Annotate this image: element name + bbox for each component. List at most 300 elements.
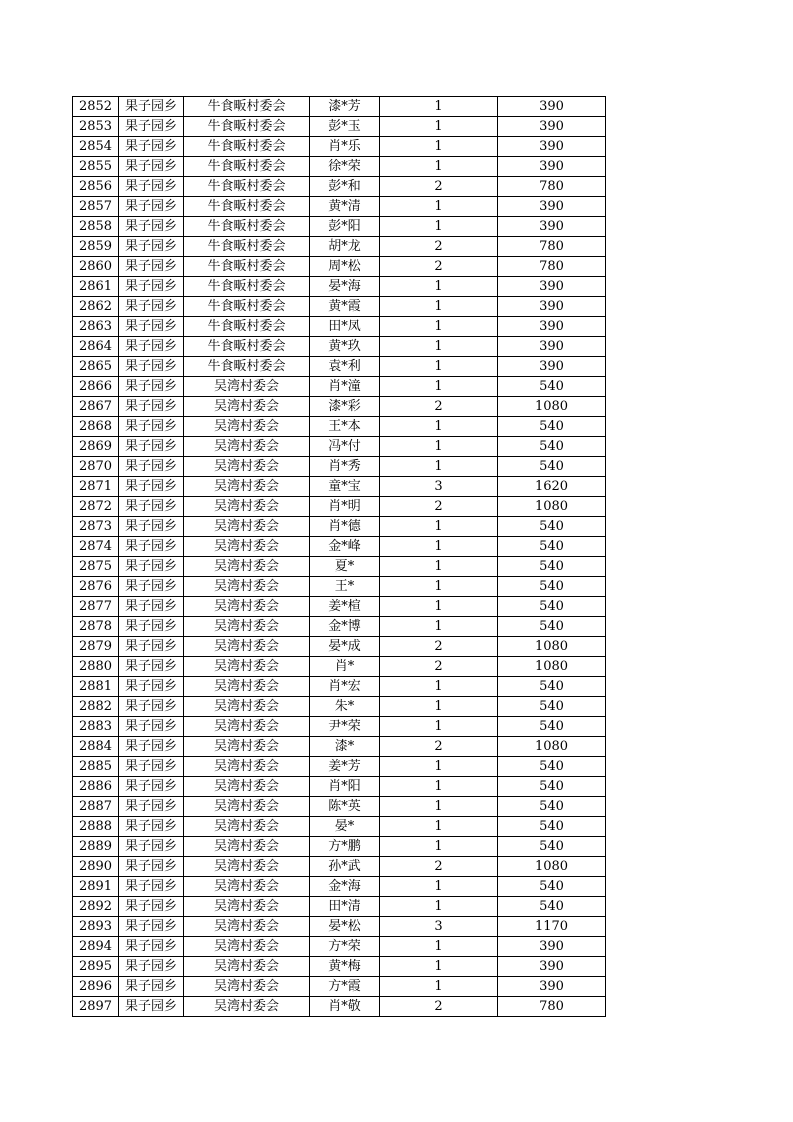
- township-cell: 果子园乡: [119, 757, 184, 777]
- name-cell: 姜*芳: [310, 757, 380, 777]
- name-cell: 童*宝: [310, 477, 380, 497]
- township-cell: 果子园乡: [119, 817, 184, 837]
- amount-cell: 540: [498, 777, 606, 797]
- name-cell: 田*凤: [310, 317, 380, 337]
- row-number-cell: 2872: [73, 497, 119, 517]
- count-cell: 1: [380, 297, 498, 317]
- table-row: [73, 397, 606, 417]
- township-cell: 果子园乡: [119, 397, 184, 417]
- village-committee-cell: 牛食畈村委会: [184, 317, 310, 337]
- table-row: [73, 937, 606, 957]
- township-cell: 果子园乡: [119, 637, 184, 657]
- name-cell: 黄*梅: [310, 957, 380, 977]
- amount-cell: 540: [498, 557, 606, 577]
- name-cell: 王*: [310, 577, 380, 597]
- township-cell: 果子园乡: [119, 137, 184, 157]
- amount-cell: 390: [498, 957, 606, 977]
- table-row: [73, 297, 606, 317]
- amount-cell: 540: [498, 697, 606, 717]
- row-number-cell: 2853: [73, 117, 119, 137]
- amount-cell: 1080: [498, 737, 606, 757]
- amount-cell: 1080: [498, 637, 606, 657]
- count-cell: 1: [380, 197, 498, 217]
- name-cell: 夏*: [310, 557, 380, 577]
- name-cell: 晏*海: [310, 277, 380, 297]
- table-row: [73, 757, 606, 777]
- amount-cell: 540: [498, 417, 606, 437]
- count-cell: 1: [380, 617, 498, 637]
- village-committee-cell: 吴湾村委会: [184, 377, 310, 397]
- township-cell: 果子园乡: [119, 617, 184, 637]
- row-number-cell: 2882: [73, 697, 119, 717]
- table-row: [73, 197, 606, 217]
- count-cell: 1: [380, 117, 498, 137]
- count-cell: 1: [380, 97, 498, 117]
- village-committee-cell: 牛食畈村委会: [184, 157, 310, 177]
- name-cell: 陈*英: [310, 797, 380, 817]
- table-row: [73, 797, 606, 817]
- township-cell: 果子园乡: [119, 717, 184, 737]
- name-cell: 黄*清: [310, 197, 380, 217]
- table-row: [73, 917, 606, 937]
- spreadsheet-page: [72, 96, 605, 1016]
- village-committee-cell: 吴湾村委会: [184, 557, 310, 577]
- table-row: [73, 597, 606, 617]
- count-cell: 2: [380, 497, 498, 517]
- count-cell: 1: [380, 337, 498, 357]
- township-cell: 果子园乡: [119, 357, 184, 377]
- table-row: [73, 257, 606, 277]
- township-cell: 果子园乡: [119, 177, 184, 197]
- name-cell: 袁*利: [310, 357, 380, 377]
- row-number-cell: 2885: [73, 757, 119, 777]
- amount-cell: 780: [498, 997, 606, 1017]
- row-number-cell: 2895: [73, 957, 119, 977]
- count-cell: 1: [380, 717, 498, 737]
- count-cell: 2: [380, 177, 498, 197]
- name-cell: 周*松: [310, 257, 380, 277]
- row-number-cell: 2863: [73, 317, 119, 337]
- township-cell: 果子园乡: [119, 597, 184, 617]
- table-body: [73, 97, 606, 1017]
- data-table: [72, 96, 606, 1017]
- count-cell: 1: [380, 437, 498, 457]
- township-cell: 果子园乡: [119, 957, 184, 977]
- table-row: [73, 877, 606, 897]
- township-cell: 果子园乡: [119, 197, 184, 217]
- amount-cell: 1080: [498, 857, 606, 877]
- row-number-cell: 2878: [73, 617, 119, 637]
- amount-cell: 540: [498, 757, 606, 777]
- village-committee-cell: 吴湾村委会: [184, 857, 310, 877]
- village-committee-cell: 牛食畈村委会: [184, 217, 310, 237]
- count-cell: 1: [380, 137, 498, 157]
- amount-cell: 540: [498, 617, 606, 637]
- township-cell: 果子园乡: [119, 997, 184, 1017]
- amount-cell: 540: [498, 717, 606, 737]
- township-cell: 果子园乡: [119, 417, 184, 437]
- count-cell: 1: [380, 877, 498, 897]
- amount-cell: 390: [498, 97, 606, 117]
- table-row: [73, 277, 606, 297]
- amount-cell: 390: [498, 277, 606, 297]
- amount-cell: 540: [498, 517, 606, 537]
- village-committee-cell: 吴湾村委会: [184, 757, 310, 777]
- count-cell: 1: [380, 217, 498, 237]
- count-cell: 1: [380, 517, 498, 537]
- township-cell: 果子园乡: [119, 797, 184, 817]
- village-committee-cell: 牛食畈村委会: [184, 197, 310, 217]
- row-number-cell: 2894: [73, 937, 119, 957]
- table-row: [73, 777, 606, 797]
- table-row: [73, 677, 606, 697]
- table-row: [73, 417, 606, 437]
- amount-cell: 390: [498, 337, 606, 357]
- amount-cell: 1170: [498, 917, 606, 937]
- name-cell: 肖*阳: [310, 777, 380, 797]
- name-cell: 晏*: [310, 817, 380, 837]
- count-cell: 1: [380, 157, 498, 177]
- amount-cell: 390: [498, 357, 606, 377]
- amount-cell: 540: [498, 597, 606, 617]
- count-cell: 1: [380, 597, 498, 617]
- count-cell: 1: [380, 697, 498, 717]
- village-committee-cell: 吴湾村委会: [184, 897, 310, 917]
- row-number-cell: 2864: [73, 337, 119, 357]
- township-cell: 果子园乡: [119, 257, 184, 277]
- row-number-cell: 2858: [73, 217, 119, 237]
- row-number-cell: 2861: [73, 277, 119, 297]
- row-number-cell: 2852: [73, 97, 119, 117]
- row-number-cell: 2873: [73, 517, 119, 537]
- row-number-cell: 2876: [73, 577, 119, 597]
- amount-cell: 540: [498, 877, 606, 897]
- count-cell: 1: [380, 837, 498, 857]
- table-row: [73, 437, 606, 457]
- table-row: [73, 177, 606, 197]
- village-committee-cell: 吴湾村委会: [184, 777, 310, 797]
- township-cell: 果子园乡: [119, 877, 184, 897]
- count-cell: 3: [380, 477, 498, 497]
- amount-cell: 390: [498, 937, 606, 957]
- count-cell: 2: [380, 397, 498, 417]
- table-row: [73, 357, 606, 377]
- row-number-cell: 2875: [73, 557, 119, 577]
- name-cell: 肖*德: [310, 517, 380, 537]
- count-cell: 1: [380, 377, 498, 397]
- amount-cell: 390: [498, 157, 606, 177]
- count-cell: 1: [380, 317, 498, 337]
- village-committee-cell: 吴湾村委会: [184, 877, 310, 897]
- amount-cell: 390: [498, 297, 606, 317]
- table-row: [73, 717, 606, 737]
- name-cell: 漆*芳: [310, 97, 380, 117]
- name-cell: 彭*玉: [310, 117, 380, 137]
- table-row: [73, 157, 606, 177]
- amount-cell: 1080: [498, 397, 606, 417]
- name-cell: 尹*荣: [310, 717, 380, 737]
- amount-cell: 390: [498, 117, 606, 137]
- village-committee-cell: 牛食畈村委会: [184, 237, 310, 257]
- amount-cell: 1080: [498, 657, 606, 677]
- table-row: [73, 237, 606, 257]
- amount-cell: 780: [498, 177, 606, 197]
- name-cell: 漆*彩: [310, 397, 380, 417]
- village-committee-cell: 吴湾村委会: [184, 717, 310, 737]
- amount-cell: 540: [498, 817, 606, 837]
- row-number-cell: 2854: [73, 137, 119, 157]
- row-number-cell: 2874: [73, 537, 119, 557]
- table-row: [73, 317, 606, 337]
- village-committee-cell: 牛食畈村委会: [184, 137, 310, 157]
- name-cell: 晏*成: [310, 637, 380, 657]
- name-cell: 漆*: [310, 737, 380, 757]
- township-cell: 果子园乡: [119, 917, 184, 937]
- village-committee-cell: 吴湾村委会: [184, 397, 310, 417]
- amount-cell: 540: [498, 537, 606, 557]
- table-row: [73, 737, 606, 757]
- name-cell: 冯*付: [310, 437, 380, 457]
- count-cell: 1: [380, 557, 498, 577]
- row-number-cell: 2884: [73, 737, 119, 757]
- row-number-cell: 2879: [73, 637, 119, 657]
- village-committee-cell: 吴湾村委会: [184, 417, 310, 437]
- row-number-cell: 2881: [73, 677, 119, 697]
- table-row: [73, 137, 606, 157]
- name-cell: 王*本: [310, 417, 380, 437]
- township-cell: 果子园乡: [119, 457, 184, 477]
- amount-cell: 390: [498, 977, 606, 997]
- name-cell: 肖*明: [310, 497, 380, 517]
- village-committee-cell: 牛食畈村委会: [184, 357, 310, 377]
- amount-cell: 390: [498, 137, 606, 157]
- township-cell: 果子园乡: [119, 377, 184, 397]
- table-row: [73, 477, 606, 497]
- village-committee-cell: 牛食畈村委会: [184, 97, 310, 117]
- table-row: [73, 697, 606, 717]
- row-number-cell: 2869: [73, 437, 119, 457]
- row-number-cell: 2880: [73, 657, 119, 677]
- village-committee-cell: 吴湾村委会: [184, 997, 310, 1017]
- row-number-cell: 2859: [73, 237, 119, 257]
- township-cell: 果子园乡: [119, 477, 184, 497]
- village-committee-cell: 吴湾村委会: [184, 937, 310, 957]
- village-committee-cell: 吴湾村委会: [184, 477, 310, 497]
- township-cell: 果子园乡: [119, 697, 184, 717]
- township-cell: 果子园乡: [119, 657, 184, 677]
- row-number-cell: 2897: [73, 997, 119, 1017]
- township-cell: 果子园乡: [119, 237, 184, 257]
- count-cell: 1: [380, 817, 498, 837]
- amount-cell: 540: [498, 577, 606, 597]
- name-cell: 黄*玖: [310, 337, 380, 357]
- township-cell: 果子园乡: [119, 897, 184, 917]
- township-cell: 果子园乡: [119, 337, 184, 357]
- township-cell: 果子园乡: [119, 677, 184, 697]
- township-cell: 果子园乡: [119, 437, 184, 457]
- name-cell: 彭*阳: [310, 217, 380, 237]
- row-number-cell: 2870: [73, 457, 119, 477]
- row-number-cell: 2892: [73, 897, 119, 917]
- row-number-cell: 2867: [73, 397, 119, 417]
- row-number-cell: 2868: [73, 417, 119, 437]
- row-number-cell: 2856: [73, 177, 119, 197]
- village-committee-cell: 吴湾村委会: [184, 657, 310, 677]
- count-cell: 1: [380, 777, 498, 797]
- name-cell: 肖*秀: [310, 457, 380, 477]
- table-row: [73, 817, 606, 837]
- count-cell: 2: [380, 997, 498, 1017]
- amount-cell: 540: [498, 437, 606, 457]
- table-row: [73, 997, 606, 1017]
- name-cell: 肖*: [310, 657, 380, 677]
- amount-cell: 540: [498, 377, 606, 397]
- table-row: [73, 617, 606, 637]
- row-number-cell: 2886: [73, 777, 119, 797]
- village-committee-cell: 牛食畈村委会: [184, 117, 310, 137]
- village-committee-cell: 吴湾村委会: [184, 637, 310, 657]
- amount-cell: 780: [498, 257, 606, 277]
- name-cell: 胡*龙: [310, 237, 380, 257]
- amount-cell: 390: [498, 317, 606, 337]
- row-number-cell: 2862: [73, 297, 119, 317]
- name-cell: 金*峰: [310, 537, 380, 557]
- township-cell: 果子园乡: [119, 97, 184, 117]
- table-row: [73, 857, 606, 877]
- name-cell: 黄*霞: [310, 297, 380, 317]
- row-number-cell: 2883: [73, 717, 119, 737]
- count-cell: 1: [380, 797, 498, 817]
- township-cell: 果子园乡: [119, 937, 184, 957]
- count-cell: 1: [380, 937, 498, 957]
- township-cell: 果子园乡: [119, 857, 184, 877]
- amount-cell: 780: [498, 237, 606, 257]
- village-committee-cell: 吴湾村委会: [184, 457, 310, 477]
- table-row: [73, 957, 606, 977]
- table-row: [73, 897, 606, 917]
- village-committee-cell: 吴湾村委会: [184, 597, 310, 617]
- count-cell: 1: [380, 277, 498, 297]
- count-cell: 1: [380, 897, 498, 917]
- row-number-cell: 2889: [73, 837, 119, 857]
- village-committee-cell: 吴湾村委会: [184, 697, 310, 717]
- table-row: [73, 837, 606, 857]
- table-row: [73, 217, 606, 237]
- count-cell: 1: [380, 537, 498, 557]
- amount-cell: 390: [498, 217, 606, 237]
- count-cell: 2: [380, 637, 498, 657]
- amount-cell: 540: [498, 797, 606, 817]
- village-committee-cell: 吴湾村委会: [184, 737, 310, 757]
- row-number-cell: 2896: [73, 977, 119, 997]
- count-cell: 1: [380, 357, 498, 377]
- name-cell: 肖*敬: [310, 997, 380, 1017]
- row-number-cell: 2865: [73, 357, 119, 377]
- amount-cell: 540: [498, 897, 606, 917]
- table-row: [73, 657, 606, 677]
- table-row: [73, 577, 606, 597]
- table-row: [73, 557, 606, 577]
- count-cell: 2: [380, 857, 498, 877]
- count-cell: 2: [380, 657, 498, 677]
- amount-cell: 1620: [498, 477, 606, 497]
- township-cell: 果子园乡: [119, 517, 184, 537]
- village-committee-cell: 吴湾村委会: [184, 617, 310, 637]
- village-committee-cell: 牛食畈村委会: [184, 177, 310, 197]
- village-committee-cell: 吴湾村委会: [184, 437, 310, 457]
- village-committee-cell: 吴湾村委会: [184, 497, 310, 517]
- name-cell: 肖*乐: [310, 137, 380, 157]
- table-row: [73, 117, 606, 137]
- count-cell: 1: [380, 757, 498, 777]
- table-row: [73, 377, 606, 397]
- name-cell: 晏*松: [310, 917, 380, 937]
- township-cell: 果子园乡: [119, 497, 184, 517]
- village-committee-cell: 吴湾村委会: [184, 537, 310, 557]
- row-number-cell: 2877: [73, 597, 119, 617]
- name-cell: 金*海: [310, 877, 380, 897]
- row-number-cell: 2871: [73, 477, 119, 497]
- row-number-cell: 2857: [73, 197, 119, 217]
- table-row: [73, 537, 606, 557]
- count-cell: 1: [380, 417, 498, 437]
- name-cell: 朱*: [310, 697, 380, 717]
- count-cell: 1: [380, 577, 498, 597]
- row-number-cell: 2888: [73, 817, 119, 837]
- row-number-cell: 2890: [73, 857, 119, 877]
- count-cell: 2: [380, 737, 498, 757]
- village-committee-cell: 吴湾村委会: [184, 677, 310, 697]
- count-cell: 1: [380, 457, 498, 477]
- township-cell: 果子园乡: [119, 117, 184, 137]
- count-cell: 3: [380, 917, 498, 937]
- village-committee-cell: 牛食畈村委会: [184, 277, 310, 297]
- name-cell: 徐*荣: [310, 157, 380, 177]
- amount-cell: 540: [498, 837, 606, 857]
- table-row: [73, 497, 606, 517]
- township-cell: 果子园乡: [119, 317, 184, 337]
- township-cell: 果子园乡: [119, 737, 184, 757]
- name-cell: 肖*潼: [310, 377, 380, 397]
- table-row: [73, 457, 606, 477]
- amount-cell: 390: [498, 197, 606, 217]
- village-committee-cell: 吴湾村委会: [184, 917, 310, 937]
- count-cell: 1: [380, 977, 498, 997]
- name-cell: 金*博: [310, 617, 380, 637]
- row-number-cell: 2860: [73, 257, 119, 277]
- count-cell: 1: [380, 677, 498, 697]
- village-committee-cell: 吴湾村委会: [184, 837, 310, 857]
- village-committee-cell: 牛食畈村委会: [184, 257, 310, 277]
- amount-cell: 1080: [498, 497, 606, 517]
- township-cell: 果子园乡: [119, 577, 184, 597]
- amount-cell: 540: [498, 457, 606, 477]
- township-cell: 果子园乡: [119, 557, 184, 577]
- count-cell: 2: [380, 257, 498, 277]
- village-committee-cell: 吴湾村委会: [184, 577, 310, 597]
- township-cell: 果子园乡: [119, 537, 184, 557]
- table-row: [73, 637, 606, 657]
- name-cell: 方*荣: [310, 937, 380, 957]
- name-cell: 方*霞: [310, 977, 380, 997]
- count-cell: 1: [380, 957, 498, 977]
- name-cell: 孙*武: [310, 857, 380, 877]
- village-committee-cell: 吴湾村委会: [184, 957, 310, 977]
- village-committee-cell: 牛食畈村委会: [184, 337, 310, 357]
- row-number-cell: 2893: [73, 917, 119, 937]
- row-number-cell: 2855: [73, 157, 119, 177]
- township-cell: 果子园乡: [119, 217, 184, 237]
